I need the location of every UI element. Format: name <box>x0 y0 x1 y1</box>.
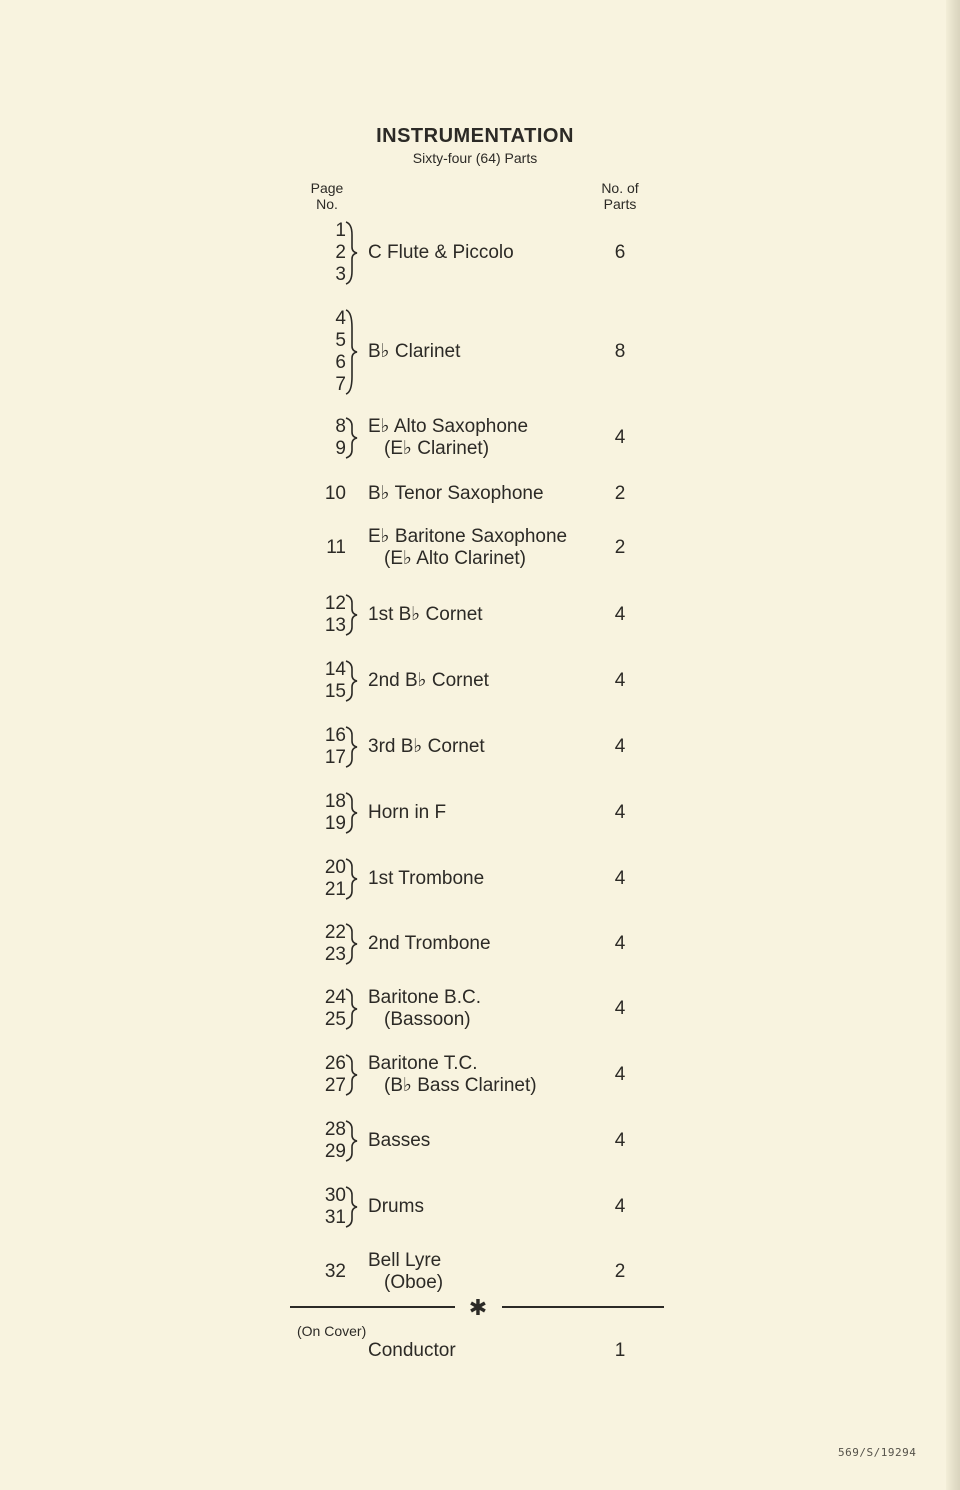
instrument-name <box>368 483 608 505</box>
curly-brace-icon <box>342 857 360 901</box>
page-numbers: 4 5 6 7 <box>335 308 346 395</box>
parts-count: 8 <box>614 341 626 362</box>
instrument-name <box>368 670 608 692</box>
parts-count-header <box>590 180 650 212</box>
instrument-name-line2: (E♭ Alto Clarinet) <box>384 548 527 569</box>
separator-line-left <box>290 1306 455 1308</box>
parts-count: 4 <box>614 427 626 448</box>
page-subtitle: Sixty-four (64) Parts <box>412 150 538 166</box>
curly-brace-icon <box>342 987 360 1031</box>
curly-brace-icon <box>342 220 360 286</box>
conductor-label: Conductor <box>368 1340 456 1361</box>
parts-count: 4 <box>614 604 626 625</box>
page-numbers: 30 31 <box>324 1185 346 1228</box>
curly-brace-icon <box>342 593 360 637</box>
page-numbers: 26 27 <box>324 1053 346 1096</box>
instrument-name-line1: E♭ Alto Saxophone <box>368 416 529 437</box>
parts-count: 4 <box>614 933 626 954</box>
page-numbers: 1 2 3 <box>335 220 346 285</box>
parts-count: 2 <box>614 537 626 558</box>
page-numbers: 14 15 <box>324 659 346 702</box>
instrument-name-line1: Drums <box>368 1196 424 1217</box>
instrument-name <box>368 526 608 570</box>
instrument-name <box>368 1250 608 1294</box>
page-edge-shadow <box>946 0 960 1490</box>
asterisk-ornament-icon: ✱ <box>468 1295 488 1320</box>
instrument-name-line2: (Oboe) <box>384 1272 444 1293</box>
curly-brace-icon <box>342 922 360 966</box>
page-numbers: 16 17 <box>324 725 346 768</box>
instrument-name <box>368 341 608 363</box>
page-header-line2: No. <box>316 196 338 212</box>
instrument-name-line1: 2nd Trombone <box>368 933 491 954</box>
instrument-name <box>368 1053 608 1097</box>
instrument-name-line1: B♭ Clarinet <box>368 341 461 362</box>
page-numbers: 11 <box>326 537 346 558</box>
parts-count: 4 <box>614 868 626 889</box>
curly-brace-icon <box>342 1053 360 1097</box>
instrument-name-line1: B♭ Tenor Saxophone <box>368 483 544 504</box>
curly-brace-icon <box>342 308 360 396</box>
page-numbers: 12 13 <box>324 593 346 636</box>
curly-brace-icon <box>342 725 360 769</box>
page-header-line1: Page <box>310 180 344 196</box>
instrument-name <box>368 868 608 890</box>
curly-brace-icon <box>342 659 360 703</box>
instrument-name-line1: 1st B♭ Cornet <box>368 604 483 625</box>
instrument-name <box>368 1130 608 1152</box>
parts-header-line2: Parts <box>603 196 637 212</box>
page-numbers: 28 29 <box>324 1119 346 1162</box>
instrument-name <box>368 416 608 460</box>
curly-brace-icon <box>342 791 360 835</box>
instrument-name-line1: E♭ Baritone Saxophone <box>368 526 568 547</box>
instrument-name <box>368 933 608 955</box>
instrument-name-line1: Bell Lyre <box>368 1250 442 1271</box>
parts-count: 4 <box>614 998 626 1019</box>
instrument-name-line1: Horn in F <box>368 802 447 823</box>
instrument-name-line1: 1st Trombone <box>368 868 485 889</box>
page-number-header <box>305 180 349 212</box>
parts-count: 4 <box>614 802 626 823</box>
conductor-count: 1 <box>614 1340 626 1361</box>
curly-brace-icon <box>342 1119 360 1163</box>
instrument-name <box>368 242 608 264</box>
parts-count: 2 <box>614 1261 626 1282</box>
instrument-name-line1: 2nd B♭ Cornet <box>368 670 489 691</box>
page-numbers: 20 21 <box>324 857 346 900</box>
instrument-name-line1: Basses <box>368 1130 431 1151</box>
page-numbers: 32 <box>324 1261 346 1282</box>
instrument-name <box>368 987 608 1031</box>
instrument-name-line2: (Bassoon) <box>384 1009 471 1030</box>
instrument-name-line2: (E♭ Clarinet) <box>384 438 490 459</box>
page-numbers: 18 19 <box>324 791 346 834</box>
instrument-name <box>368 1196 608 1218</box>
page-title: INSTRUMENTATION <box>376 125 574 147</box>
page-numbers: 8 9 <box>335 416 346 459</box>
instrument-name <box>368 736 608 758</box>
instrument-name-line1: 3rd B♭ Cornet <box>368 736 485 757</box>
instrument-name-line1: Baritone B.C. <box>368 987 481 1008</box>
parts-count: 2 <box>614 483 626 504</box>
page-numbers: 22 23 <box>324 922 346 965</box>
parts-count: 4 <box>614 1064 626 1085</box>
instrument-name <box>368 604 608 626</box>
parts-count: 4 <box>614 1196 626 1217</box>
curly-brace-icon <box>342 1185 360 1229</box>
on-cover-label: (On Cover) <box>297 1323 367 1339</box>
instrument-name <box>368 802 608 824</box>
parts-count: 4 <box>614 1130 626 1151</box>
page-numbers: 24 25 <box>324 987 346 1030</box>
instrument-name-line1: Baritone T.C. <box>368 1053 478 1074</box>
instrument-name-line1: C Flute & Piccolo <box>368 242 514 263</box>
parts-count: 4 <box>614 736 626 757</box>
parts-count: 4 <box>614 670 626 691</box>
curly-brace-icon <box>342 416 360 460</box>
separator-line-right <box>502 1306 664 1308</box>
catalog-code: 569/S/19294 <box>838 1446 917 1459</box>
instrument-name-line2: (B♭ Bass Clarinet) <box>384 1075 537 1096</box>
parts-count: 6 <box>614 242 626 263</box>
parts-header-line1: No. of <box>601 180 639 196</box>
page-numbers: 10 <box>324 483 346 504</box>
